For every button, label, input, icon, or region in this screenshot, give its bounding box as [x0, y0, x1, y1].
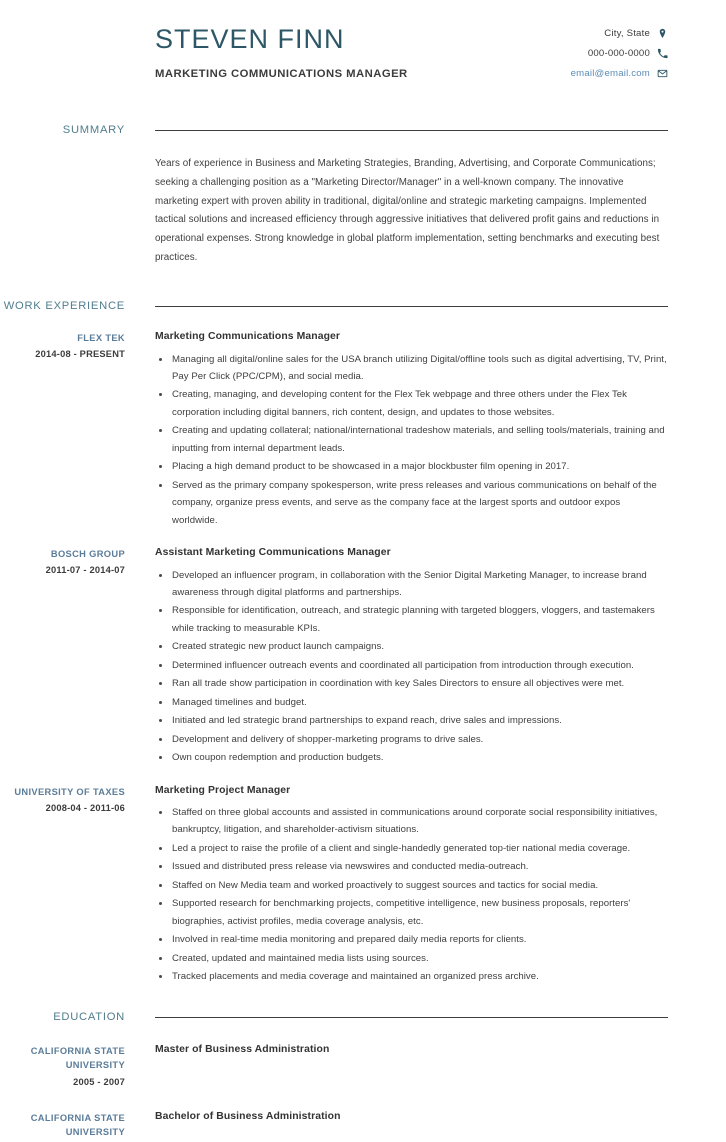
bullet-item: Developed an influencer program, in collaboration with the Senior Digital Marketing Manager, to increase brand awareness through digital platforms and partnerships.	[155, 567, 668, 602]
section-title-work-experience: WORK EXPERIENCE	[3, 299, 125, 312]
education-entry-meta	[0, 1044, 125, 1089]
contact-location-text: City, State	[604, 28, 650, 39]
work-entry	[0, 785, 726, 987]
work-entry-organization: FLEX TEK	[77, 333, 125, 344]
bullet-item: Managed timelines and budget.	[155, 694, 668, 711]
bullet-item: Development and delivery of shopper-marketing programs to drive sales.	[155, 731, 668, 748]
work-entry-meta	[0, 331, 125, 362]
bullet-item: Created, updated and maintained media lists using sources.	[155, 950, 668, 967]
bullet-item: Staffed on three global accounts and assisted in communications around corporate social responsibility initiatives, bankruptcy, litigation, and shareholder-activism situations.	[155, 804, 668, 839]
education-divider-col	[125, 1009, 668, 1018]
bullet-item: Staffed on New Media team and worked proactively to suggest sources and tactics for social media.	[155, 877, 668, 894]
contact-email[interactable]	[408, 68, 668, 79]
bullet-item: Involved in real-time media monitoring and prepared daily media reports for clients.	[155, 931, 668, 948]
section-title-education: EDUCATION	[53, 1010, 125, 1023]
work-entry-meta	[0, 785, 125, 816]
summary-text: Years of experience in Business and Marketing Strategies, Branding, Advertising, and Corporate Communications; seeking a challenging position as a "Marketing Director/Manager" in a well-known company. The innovative marketing expert with proven ability in traditional, digital/online and strategic marketing campaigns. Implemented tactical solutions and increased efficiency through aggressive initiatives that delivered profit gains and reductions in operational expenses. Strong knowledge in global platform implementation, setting benchmarks and executing best practices.	[155, 158, 660, 263]
bullet-item: Created strategic new product launch campaigns.	[155, 638, 668, 655]
education-entry-body	[125, 1044, 668, 1055]
work-entry-date: 2014-08 - PRESENT	[35, 349, 125, 360]
section-title-summary: SUMMARY	[62, 124, 125, 136]
map-pin-icon	[657, 28, 668, 39]
bullet-item: Tracked placements and media coverage and maintained an organized press archive.	[155, 968, 668, 985]
work-entry-date: 2008-04 - 2011-06	[45, 802, 125, 813]
bullet-item: Creating, managing, and developing content for the Flex Tek webpage and three others under the Flex Tek corporation including digital banners, rich content, design, and updates to those websites.	[155, 386, 668, 421]
section-divider-education	[155, 1017, 668, 1018]
bullet-item: Creating and updating collateral; national/international tradeshow materials, and selling tools/materials, training and inputting from internal department leads.	[155, 422, 668, 457]
contact-location	[408, 28, 668, 39]
candidate-job-title: MARKETING COMMUNICATIONS MANAGER	[155, 68, 408, 81]
section-summary	[0, 122, 726, 268]
bullet-item: Ran all trade show participation in coordination with key Sales Directors to ensure all objectives were met.	[155, 675, 668, 692]
section-divider-work-experience	[155, 306, 668, 307]
bullet-item: Served as the primary company spokesperson, write press releases and various communications on behalf of the company, organize press events, and serve as the company face at the largest sports and outdoor expos worldwide.	[155, 477, 668, 529]
education-entry-organization: CALIFORNIA STATE UNIVERSITY	[30, 1112, 125, 1138]
contact-phone	[408, 48, 668, 59]
work-entry-meta	[0, 547, 125, 578]
resume-header	[0, 0, 726, 92]
bullet-item: Led a project to raise the profile of a client and single-handedly generated top-tier national media coverage.	[155, 840, 668, 857]
bullet-item: Own coupon redemption and production budgets.	[155, 749, 668, 766]
education-entry-title: Bachelor of Business Administration	[155, 1110, 341, 1122]
contact-block	[408, 28, 668, 88]
education-entry	[0, 1111, 726, 1142]
work-divider-col	[125, 298, 668, 307]
work-entry-organization: UNIVERSITY OF TAXES	[14, 786, 125, 797]
bullet-item: Determined influencer outreach events and coordinated all participation from introduction through execution.	[155, 657, 668, 674]
education-label-col	[0, 1009, 125, 1025]
education-entry-title: Master of Business Administration	[155, 1043, 330, 1055]
work-entry-bullets	[155, 804, 668, 986]
work-entry-list	[0, 331, 726, 987]
education-entry	[0, 1044, 726, 1089]
summary-content-col	[125, 122, 668, 268]
candidate-name: STEVEN FINN	[155, 24, 345, 54]
section-education	[0, 1009, 726, 1025]
bullet-item: Supported research for benchmarking projects, competitive intelligence, new business proposals, reporters' biographies, activist profiles, media coverage analysis, etc.	[155, 895, 668, 930]
bullet-item: Initiated and led strategic brand partnerships to expand reach, drive sales and impressions.	[155, 712, 668, 729]
work-entry-bullets	[155, 351, 668, 530]
work-label-col	[0, 298, 125, 314]
work-entry-title: Assistant Marketing Communications Manager	[155, 547, 391, 559]
bullet-item: Responsible for identification, outreach, and strategic planning with targeted bloggers, vloggers, and tastemakers while tracking to measurable KPIs.	[155, 602, 668, 637]
bullet-item: Managing all digital/online sales for the USA branch utilizing Digital/offline tools such as digital advertising, TV, Print, Pay Per Click (PPC/CPM), and social media.	[155, 351, 668, 386]
work-entry	[0, 331, 726, 530]
work-entry-title: Marketing Communications Manager	[155, 331, 341, 343]
contact-email-text[interactable]: email@email.com	[570, 68, 650, 79]
work-entry-bullets	[155, 567, 668, 767]
work-entry-body	[125, 331, 668, 530]
work-entry-body	[125, 785, 668, 987]
bullet-item: Placing a high demand product to be showcased in a major blockbuster film opening in 2017.	[155, 458, 668, 475]
education-entry-list	[0, 1044, 726, 1142]
education-entry-body	[125, 1111, 668, 1122]
education-entry-date: 2005 - 2007	[73, 1076, 125, 1087]
work-entry-body	[125, 547, 668, 767]
summary-label-col	[0, 122, 125, 138]
envelope-icon	[657, 68, 668, 79]
work-entry-organization: BOSCH GROUP	[50, 549, 125, 560]
contact-phone-text: 000-000-0000	[587, 48, 650, 59]
education-entry-organization: CALIFORNIA STATE UNIVERSITY	[30, 1045, 125, 1071]
section-work-experience	[0, 298, 726, 314]
work-entry-date: 2011-07 - 2014-07	[45, 565, 125, 576]
education-entry-meta	[0, 1111, 125, 1142]
work-entry	[0, 547, 726, 767]
bullet-item: Issued and distributed press release via newswires and conducted media-outreach.	[155, 858, 668, 875]
work-entry-title: Marketing Project Manager	[155, 784, 291, 796]
phone-icon	[657, 48, 668, 59]
